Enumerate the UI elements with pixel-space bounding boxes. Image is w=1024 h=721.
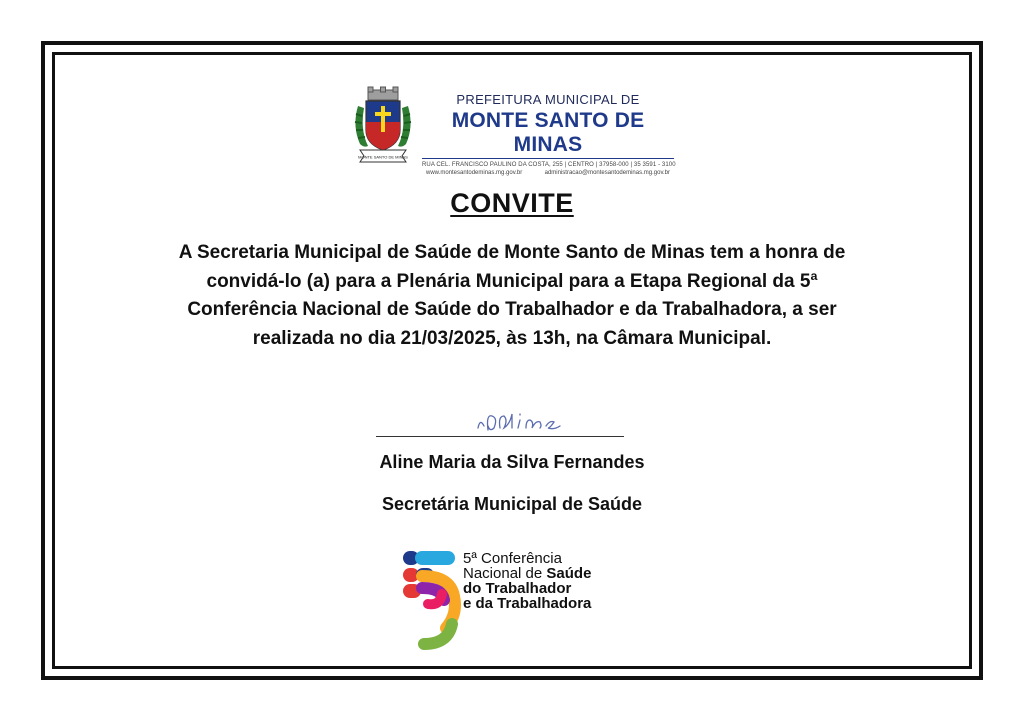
conference-logo-text <box>463 551 633 611</box>
conference-name-regular: Nacional de <box>463 565 547 582</box>
signer-name: Aline Maria da Silva Fernandes <box>379 452 645 472</box>
org-website: www.montesantodeminas.mg.gov.br <box>426 170 523 176</box>
org-name: MONTE SANTO DE MINAS <box>451 109 645 156</box>
org-email: administracao@montesantodeminas.mg.gov.br <box>544 170 670 176</box>
invitation-text <box>110 239 914 353</box>
invitation-line: A Secretaria Municipal de Saúde de Monte Santo de Minas tem a honra de <box>178 242 846 263</box>
org-contacts <box>422 169 674 177</box>
signer-role: Secretária Municipal de Saúde <box>381 494 643 514</box>
conference-name-bold: Saúde <box>546 565 592 582</box>
letterhead <box>350 86 680 176</box>
handwritten-signature <box>470 406 580 436</box>
org-address: RUA CEL. FRANCISCO PAULINO DA COSTA, 255 | CENTRO | 37958-000 | 35 3591 - 3100 <box>422 162 676 168</box>
invitation-line: realizada no dia 21/03/2025, às 13h, na Câmara Municipal. <box>252 327 772 349</box>
conference-theme-line: do Trabalhador <box>463 580 572 597</box>
invitation-line: convidá-lo (a) para a Plenária Municipal para a Etapa Regional da 5ª <box>206 270 818 292</box>
conference-edition: 5ª Conferência <box>463 550 562 567</box>
conference-theme-line: e da Trabalhadora <box>463 595 592 612</box>
org-subtitle: PREFEITURA MUNICIPAL DE <box>456 92 640 107</box>
signature-line <box>376 436 624 437</box>
svg-text:MONTE SANTO DE MINAS: MONTE SANTO DE MINAS <box>358 154 408 160</box>
coat-of-arms-icon <box>350 86 416 164</box>
invitation-line: Conferência Nacional de Saúde do Trabalhador e da Trabalhadora, a ser <box>187 299 837 320</box>
letterhead-divider <box>422 158 674 159</box>
letterhead-text <box>422 92 674 177</box>
page-title: CONVITE <box>450 188 574 218</box>
conference-logo-icon <box>400 548 466 652</box>
conference-name-line <box>463 566 633 581</box>
